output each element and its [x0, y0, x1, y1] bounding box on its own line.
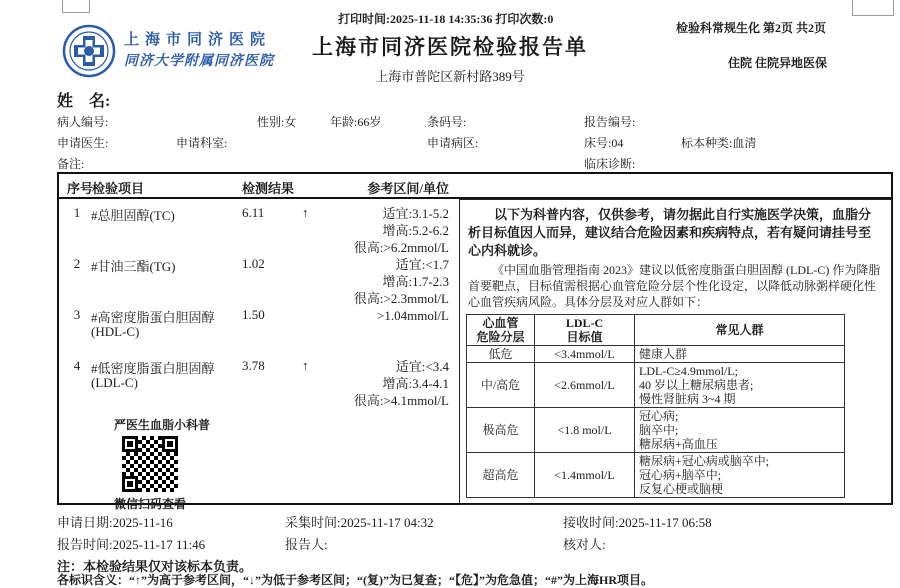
risk-groups — [635, 346, 845, 363]
results-box — [57, 172, 893, 511]
group-line: 脑卒中; — [639, 423, 679, 437]
risk-row — [467, 346, 845, 363]
hospital-affiliation: 同济大学附属同济医院 — [124, 54, 274, 69]
hospital-name-cn: 上海市同济医院 — [124, 32, 272, 48]
field-gender: 性别:女 — [257, 115, 297, 129]
science-box — [459, 199, 892, 505]
receive-time: 接收时间:2025-11-17 06:58 — [563, 515, 712, 530]
hospital-address: 上海市普陀区新村路389号 — [375, 69, 525, 84]
row-item: #高密度脂蛋白胆固醇 — [91, 310, 215, 325]
ref-line: 增高:3.4-4.1 — [382, 376, 449, 391]
risk-groups — [635, 453, 845, 498]
risk-level: 低危 — [467, 346, 535, 363]
header-line: 常见人群 — [715, 323, 764, 337]
field-age: 年龄:66岁 — [330, 115, 382, 129]
print-time: 打印时间:2025-11-18 14:35:36 打印次数:0 — [338, 12, 554, 26]
row-item: #总胆固醇(TC) — [91, 208, 175, 223]
risk-level: 极高危 — [467, 408, 535, 453]
group-line: 反复心梗或脑梗 — [639, 482, 724, 496]
qr-finder-icon — [122, 436, 138, 452]
hospital-seal-icon — [62, 24, 116, 78]
risk-col-level — [467, 315, 535, 346]
risk-col-target — [535, 315, 635, 346]
ref-line: 很高:>6.2mmol/L — [353, 240, 449, 255]
field-specimen: 标本种类:血清 — [681, 136, 757, 150]
group-line: 糖尿病+高血压 — [639, 437, 718, 451]
risk-table — [466, 314, 845, 498]
collect-time: 采集时间:2025-11-17 04:32 — [285, 515, 434, 530]
col-header-item: 检验项目 — [92, 181, 145, 196]
row-result: 1.50 — [242, 307, 265, 322]
visit-type: 住院 住院异地医保 — [728, 56, 828, 70]
results-table-header — [59, 174, 891, 199]
field-dept: 申请科室: — [176, 136, 228, 150]
group-line: 慢性肾脏病 3~4 期 — [639, 392, 736, 406]
row-result: 3.78 — [242, 358, 265, 373]
high-flag-icon: ↑ — [302, 358, 309, 373]
row-no: 4 — [73, 358, 81, 373]
report-title: 上海市同济医院检验报告单 — [312, 35, 588, 59]
risk-target: <1.4mmol/L — [535, 453, 635, 498]
print-corner-mark-left — [62, 0, 90, 13]
qr-block — [114, 416, 234, 512]
hospital-logo — [62, 24, 116, 83]
footer-legend: 各标识含义：“↑”为高于参考区间，“↓”为低于参考区间；“(复)”为已复查；“【危】”为危急值；“#”为上海HR项目。 — [57, 573, 653, 587]
header-line: LDL-C — [565, 316, 604, 330]
qr-code-icon — [122, 436, 178, 492]
risk-target: <1.8 mol/L — [535, 408, 635, 453]
field-patient-no: 病人编号: — [57, 115, 109, 129]
high-flag-icon: ↑ — [302, 205, 309, 220]
apply-date: 申请日期:2025-11-16 — [57, 515, 173, 530]
field-barcode: 条码号: — [427, 115, 467, 129]
science-disclaimer: 以下为科普内容，仅供参考，请勿据此自行实施医学决策，血脂分析目标值因人而异，建议结合危险因素和疾病特点，若有疑问请挂号至心内科就诊。 — [468, 207, 872, 258]
risk-level: 中/高危 — [467, 363, 535, 408]
qr-finder-icon — [162, 436, 178, 452]
risk-table-header — [467, 315, 845, 346]
row-no: 1 — [73, 205, 81, 220]
qr-title: 严医生血脂小科普 — [114, 418, 211, 432]
risk-col-groups — [635, 315, 845, 346]
print-corner-mark-right — [852, 0, 894, 16]
risk-row — [467, 453, 845, 498]
reporter: 报告人: — [285, 537, 328, 552]
group-line: 糖尿病+冠心病或脑卒中; — [639, 454, 770, 468]
group-line: LDL-C≥4.9mmol/L; — [639, 364, 738, 378]
patient-name-label: 姓 名: — [57, 93, 111, 110]
col-header-ref: 参考区间/单位 — [367, 181, 449, 196]
row-item-abbr: (HDL-C) — [91, 324, 140, 339]
science-guideline: 《中国血脂管理指南 2023》建议以低密度脂蛋白胆固醇 (LDL-C) 作为降脂首要靶点，目标值需根据心血管危险分层个性化设定，以降低动脉粥样硬化性心血管疾病风险。具体分层及对应人群如下： — [468, 263, 881, 309]
risk-groups — [635, 408, 845, 453]
group-line: 冠心病; — [639, 409, 679, 423]
row-reference — [289, 358, 449, 409]
header-line: 目标值 — [566, 330, 603, 344]
group-line: 40 岁以上糖尿病患者; — [639, 378, 754, 392]
risk-row — [467, 408, 845, 453]
report-time: 报告时间:2025-11-17 11:46 — [57, 537, 206, 552]
risk-target: <2.6mmol/L — [535, 363, 635, 408]
ref-line: 很高:>2.3mmol/L — [353, 291, 449, 306]
qr-finder-icon — [122, 476, 138, 492]
row-item: #甘油三酯(TG) — [91, 259, 176, 274]
ref-line: 很高:>4.1mmol/L — [353, 393, 449, 408]
row-no: 3 — [73, 307, 81, 322]
dept-page-info: 检验科常规生化 第2页 共2页 — [676, 21, 827, 35]
ref-line: 适宜:<1.7 — [395, 257, 449, 272]
field-doctor: 申请医生: — [57, 136, 109, 150]
header-line: 心血管 — [482, 316, 519, 330]
row-reference — [289, 256, 449, 307]
field-bed: 床号:04 — [584, 136, 624, 150]
ref-line: >1.04mmol/L — [377, 308, 449, 323]
row-no: 2 — [73, 256, 81, 271]
header-line: 危险分层 — [476, 330, 525, 344]
checker: 核对人: — [563, 537, 606, 552]
field-remark: 备注: — [57, 157, 85, 171]
risk-row — [467, 363, 845, 408]
risk-level: 超高危 — [467, 453, 535, 498]
row-item: #低密度脂蛋白胆固醇 — [91, 361, 215, 376]
ref-line: 增高:5.2-6.2 — [382, 223, 449, 238]
row-item-abbr: (LDL-C) — [91, 375, 138, 390]
row-result: 6.11 — [242, 205, 265, 220]
field-report-no: 报告编号: — [584, 115, 636, 129]
field-ward: 申请病区: — [427, 136, 479, 150]
ref-line: 增高:1.7-2.3 — [382, 274, 449, 289]
risk-target: <3.4mmol/L — [535, 346, 635, 363]
row-reference — [289, 205, 449, 256]
qr-caption: 微信扫码查看 — [114, 497, 187, 511]
row-reference — [289, 307, 449, 324]
col-header-no: 序号 — [67, 181, 94, 196]
group-line: 健康人群 — [639, 347, 688, 361]
field-diagnosis: 临床诊断: — [584, 157, 636, 171]
col-header-result: 检测结果 — [242, 181, 295, 196]
ref-line: 适宜:<3.4 — [395, 359, 449, 374]
row-result: 1.02 — [242, 256, 265, 271]
group-line: 冠心病+脑卒中; — [639, 468, 722, 482]
ref-line: 适宜:3.1-5.2 — [382, 206, 449, 221]
risk-groups — [635, 363, 845, 408]
footer-note: 注：本检验结果仅对该标本负责。 — [57, 559, 253, 574]
